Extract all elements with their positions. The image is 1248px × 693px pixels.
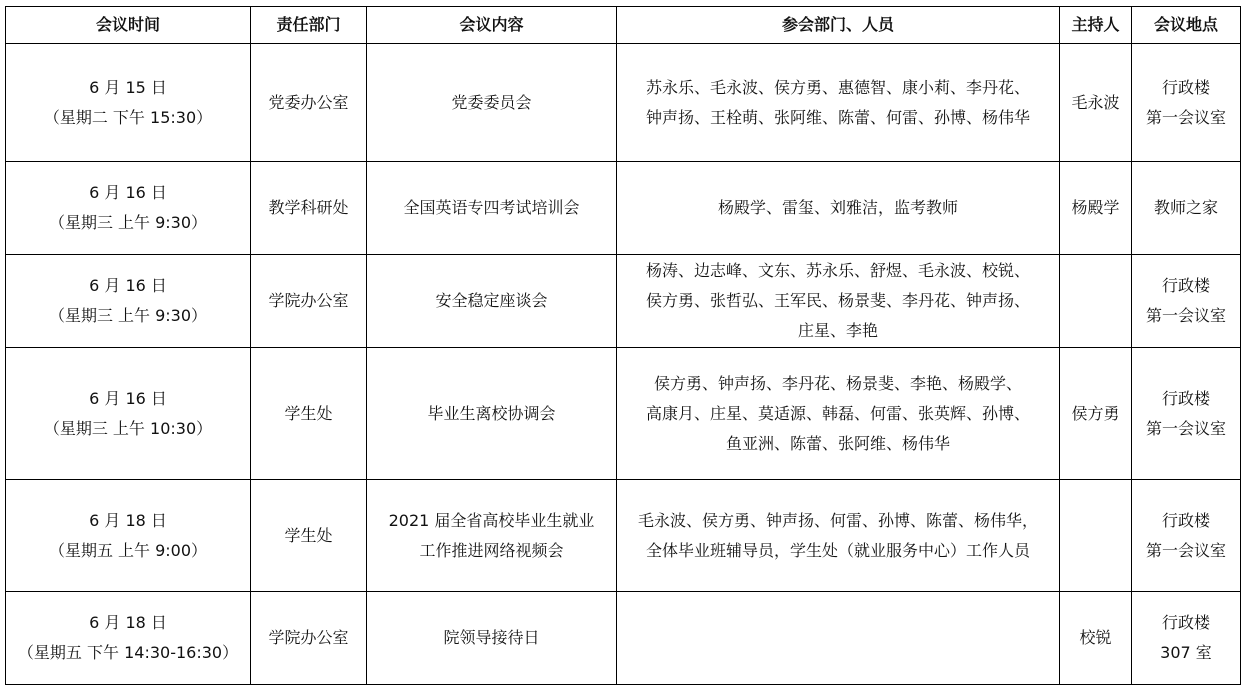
meeting-date: 6 月 16 日 (89, 388, 167, 408)
meeting-weekday-time: （星期三 上午 10:30） (43, 418, 213, 438)
attendees-line: 毛永波、侯方勇、钟声扬、何雷、孙博、陈蕾、杨伟华， (637, 510, 1038, 530)
meeting-weekday-time: （星期三 上午 9:30） (48, 213, 208, 232)
meeting-weekday-time: （星期五 上午 9:00） (48, 540, 208, 560)
location-room: 307 室 (1160, 643, 1212, 662)
table-row (6, 480, 1241, 592)
header-location: 会议地点 (1132, 7, 1241, 44)
content-cell (367, 480, 617, 592)
content-line: 毕业生离校协调会 (427, 403, 556, 423)
header-host: 主持人 (1060, 7, 1132, 44)
attendees-cell (617, 480, 1060, 592)
meeting-time-cell (6, 348, 251, 480)
table-row (6, 348, 1241, 480)
attendees-line: 全体毕业班辅导员，学生处（就业服务中心）工作人员 (645, 540, 1030, 560)
attendees-cell (617, 44, 1060, 162)
location-building: 行政楼 (1161, 388, 1210, 408)
content-line: 2021 届全省高校毕业生就业 (388, 510, 595, 530)
location-building: 教师之家 (1153, 198, 1218, 217)
location-cell (1132, 480, 1241, 592)
dept-cell: 学院办公室 (251, 255, 367, 348)
table-row (6, 592, 1241, 685)
meeting-date: 6 月 16 日 (89, 276, 167, 295)
location-building: 行政楼 (1161, 613, 1210, 632)
attendees-line: 鱼亚洲、陈蕾、张阿维、杨伟华 (725, 433, 950, 453)
location-cell (1132, 592, 1241, 685)
header-dept: 责任部门 (251, 7, 367, 44)
location-room: 第一会议室 (1145, 540, 1226, 560)
attendees-line: 侯方勇、钟声扬、李丹花、杨景斐、李艳、杨殿学、 (653, 373, 1022, 393)
location-cell (1132, 44, 1241, 162)
meeting-date: 6 月 18 日 (89, 613, 167, 632)
meeting-date: 6 月 18 日 (89, 510, 167, 530)
location-room: 第一会议室 (1145, 418, 1226, 438)
content-cell (367, 44, 617, 162)
location-cell (1132, 348, 1241, 480)
location-cell (1132, 255, 1241, 348)
meeting-time-cell (6, 480, 251, 592)
host-cell: 杨殿学 (1060, 162, 1132, 255)
content-cell (367, 255, 617, 348)
header-time: 会议时间 (6, 7, 251, 44)
meeting-weekday-time: （星期五 下午 14:30-16:30） (17, 643, 239, 662)
meeting-schedule-table (5, 6, 1241, 685)
attendees-line: 庄星、李艳 (797, 321, 878, 340)
attendees-line: 杨涛、边志峰、文东、苏永乐、舒煜、毛永波、校锐、 (645, 261, 1030, 280)
attendees-cell (617, 255, 1060, 348)
attendees-line: 高康月、庄星、莫适源、韩磊、何雷、张英辉、孙博、 (645, 403, 1030, 423)
content-line: 安全稳定座谈会 (435, 291, 548, 310)
header-row (6, 7, 1241, 44)
header-content: 会议内容 (367, 7, 617, 44)
host-cell (1060, 480, 1132, 592)
location-room: 第一会议室 (1145, 107, 1226, 127)
meeting-time-cell (6, 162, 251, 255)
table-row (6, 162, 1241, 255)
attendees-cell (617, 592, 1060, 685)
meeting-time-cell (6, 592, 251, 685)
attendees-line: 侯方勇、张哲弘、王军民、杨景斐、李丹花、钟声扬、 (645, 291, 1030, 310)
attendees-cell (617, 162, 1060, 255)
meeting-time-cell (6, 255, 251, 348)
host-cell (1060, 255, 1132, 348)
dept-cell: 学生处 (251, 348, 367, 480)
attendees-line: 杨殿学、雷玺、刘雅洁，监考教师 (717, 198, 958, 217)
meeting-weekday-time: （星期三 上午 9:30） (48, 306, 208, 325)
location-building: 行政楼 (1161, 276, 1210, 295)
meeting-weekday-time: （星期二 下午 15:30） (43, 107, 213, 127)
attendees-line: 钟声扬、王栓萌、张阿维、陈蕾、何雷、孙博、杨伟华 (645, 107, 1030, 127)
content-line: 院领导接待日 (443, 628, 540, 647)
table-row (6, 44, 1241, 162)
content-line: 党委委员会 (451, 92, 532, 112)
location-building: 行政楼 (1161, 77, 1210, 97)
meeting-date: 6 月 16 日 (89, 183, 167, 202)
meeting-time-cell (6, 44, 251, 162)
dept-cell: 学生处 (251, 480, 367, 592)
location-building: 行政楼 (1161, 510, 1210, 530)
location-cell (1132, 162, 1241, 255)
content-cell (367, 162, 617, 255)
dept-cell: 学院办公室 (251, 592, 367, 685)
content-line: 全国英语专四考试培训会 (403, 198, 580, 217)
content-cell (367, 592, 617, 685)
attendees-line: 苏永乐、毛永波、侯方勇、惠德智、康小莉、李丹花、 (645, 77, 1030, 97)
content-line: 工作推进网络视频会 (419, 540, 564, 560)
meeting-date: 6 月 15 日 (89, 77, 167, 97)
host-cell: 校锐 (1060, 592, 1132, 685)
attendees-cell (617, 348, 1060, 480)
dept-cell: 党委办公室 (251, 44, 367, 162)
table-row (6, 255, 1241, 348)
host-cell: 侯方勇 (1060, 348, 1132, 480)
dept-cell: 教学科研处 (251, 162, 367, 255)
location-room: 第一会议室 (1145, 306, 1226, 325)
header-attendees: 参会部门、人员 (617, 7, 1060, 44)
host-cell: 毛永波 (1060, 44, 1132, 162)
content-cell (367, 348, 617, 480)
